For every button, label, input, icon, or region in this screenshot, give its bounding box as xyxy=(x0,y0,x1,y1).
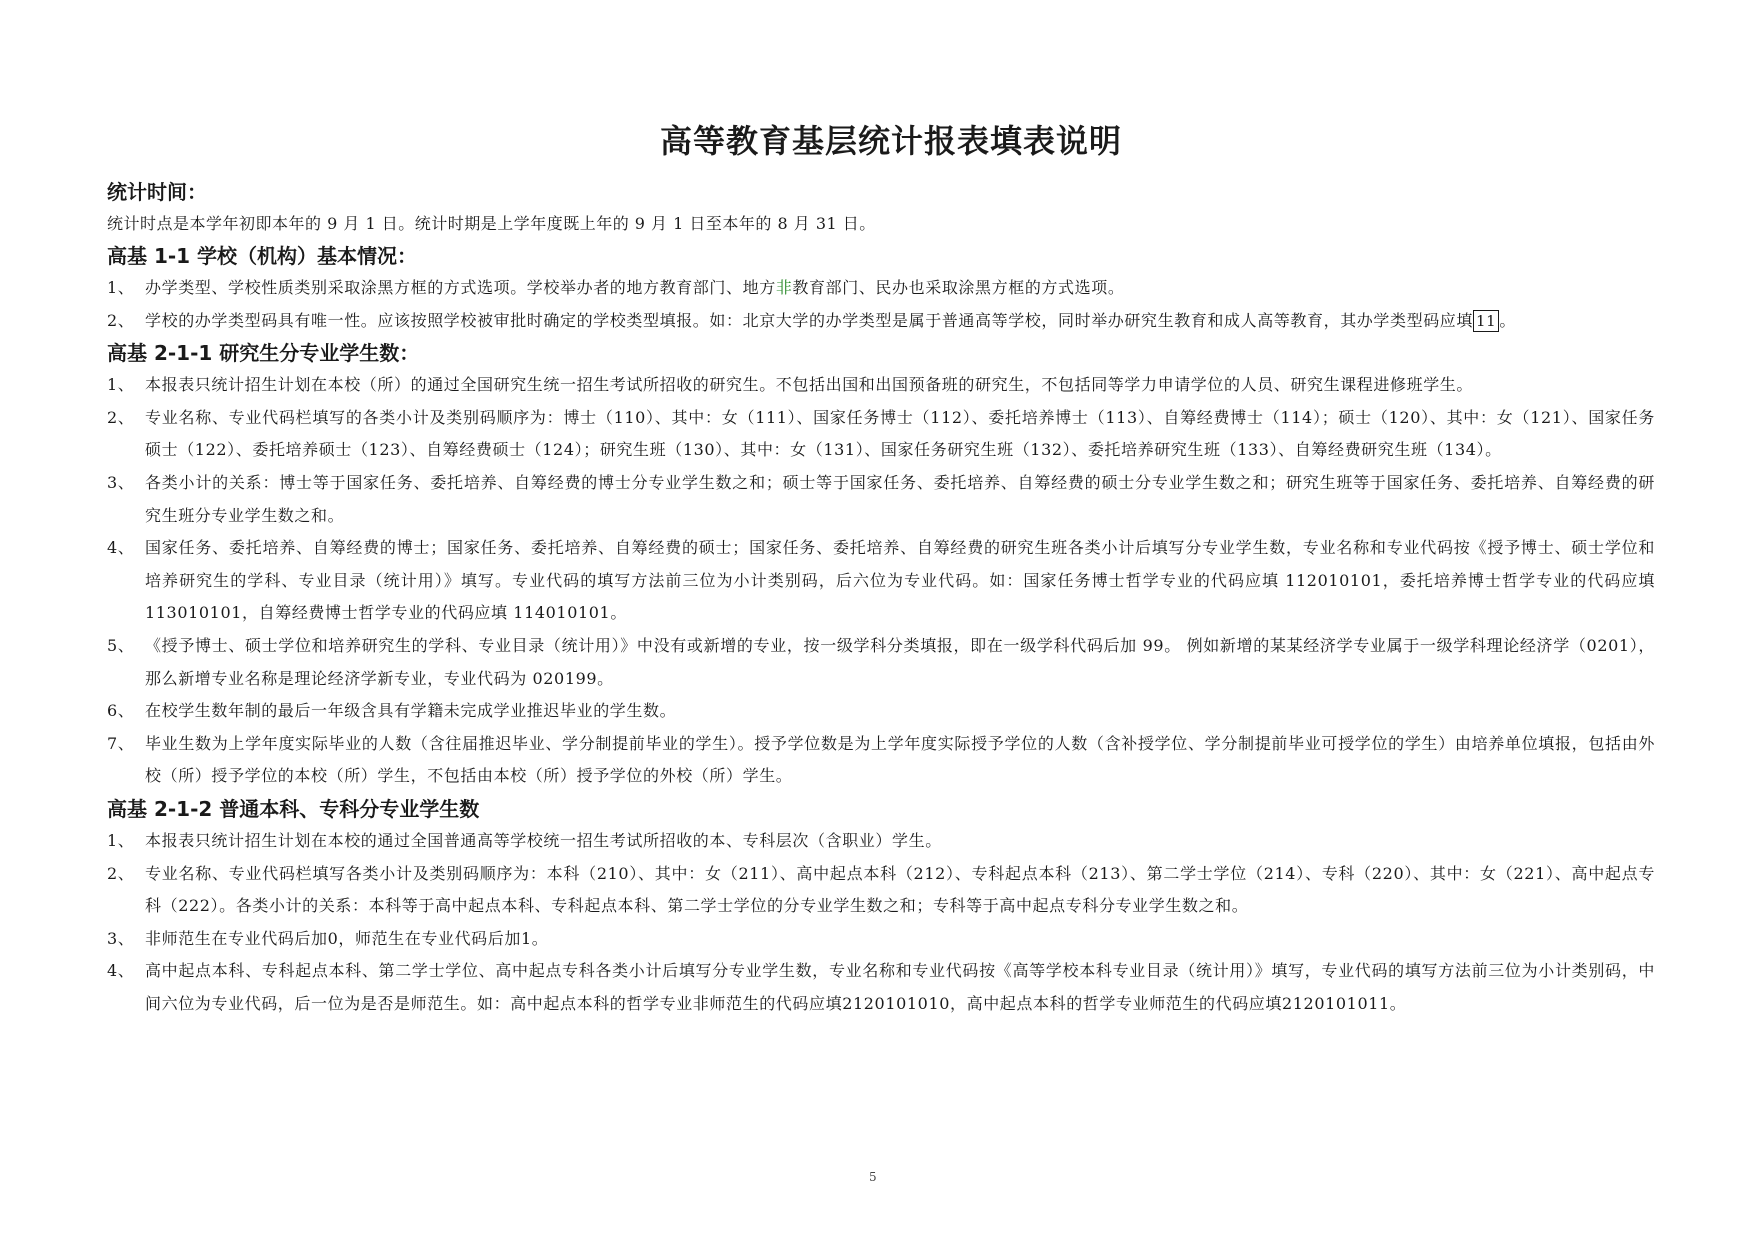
list-item xyxy=(107,402,1655,467)
item-list xyxy=(107,825,1655,1021)
section-gaoji-2-1-2 xyxy=(107,793,1655,1021)
item-number: 2、 xyxy=(107,863,135,883)
section-heading: 高基 2-1-1 研究生分专业学生数： xyxy=(107,341,420,366)
item-text: 本报表只统计招生计划在本校（所）的通过全国研究生统一招生考试所招收的研究生。不包括出国和出国预备班的研究生，不包括同等学力申请学位的人员、研究生课程进修班学生。 xyxy=(145,375,1474,395)
item-text: 非师范生在专业代码后加0，师范生在专业代码后加1。 xyxy=(145,928,549,948)
item-text: 办学类型、学校性质类别采取涂黑方框的方式选项。学校举办者的地方教育部门、地方 xyxy=(145,278,776,297)
item-text: 高中起点本科、专科起点本科、第二学士学位、高中起点专科各类小计后填写分专业学生数，专业名称和专业代码按《高等学校本科专业目录（统计用）》填写，专业代码的填写方法前三位为小计类别码，中间六位为专业代码，后一位为是否是师范生。如：高中起点本科的哲学专业非师范生的代码应填2120101010，高中起点本科的哲学专业师范生的代码应填2120101011。 xyxy=(145,961,1655,1013)
list-item xyxy=(107,305,1655,338)
item-number: 3、 xyxy=(107,928,135,948)
item-text: 《授予博士、硕士学位和培养研究生的学科、专业目录（统计用）》中没有或新增的专业，按一级学科分类填报，即在一级学科代码后加 99。 例如新增的某某经济学专业属于一级学科理论经济学（0201），那么新增专业名称是理论经济学新专业，专业代码为 020199。 xyxy=(145,635,1655,688)
list-item xyxy=(107,858,1655,923)
item-number: 3、 xyxy=(107,472,135,492)
item-number: 1、 xyxy=(107,278,135,297)
item-number: 5、 xyxy=(107,635,135,655)
document-page xyxy=(107,118,1655,1020)
section-gaoji-2-1-1 xyxy=(107,337,1655,793)
section-gaoji-1-1 xyxy=(107,240,1655,337)
item-text: 在校学生数年制的最后一年级含具有学籍未完成学业推迟毕业的学生数。 xyxy=(145,701,677,721)
highlighted-text: 非 xyxy=(775,278,793,297)
item-number: 2、 xyxy=(107,407,135,427)
list-item xyxy=(107,923,1655,956)
item-list xyxy=(107,272,1655,337)
boxed-code: 11 xyxy=(1473,310,1499,332)
item-text: 学校的办学类型码具有唯一性。应该按照学校被审批时确定的学校类型填报。如：北京大学的办学类型是属于普通高等学校，同时举办研究生教育和成人高等教育，其办学类型码应填 xyxy=(145,310,1474,330)
list-item xyxy=(107,369,1655,402)
list-item xyxy=(107,695,1655,728)
item-text: 专业名称、专业代码栏填写各类小计及类别码顺序为：本科（210）、其中：女（211）、高中起点本科（212）、专科起点本科（213）、第二学士学位（214）、专科（220）、其中：女（221）、高中起点专科（222）。各类小计的关系：本科等于高中起点本科、专科起点本科、第二学士学位的分专业学生数之和；专科等于高中起点专科分专业学生数之和。 xyxy=(145,863,1655,916)
list-item xyxy=(107,272,1655,305)
document-title: 高等教育基层统计报表填表说明 xyxy=(659,122,1122,160)
item-text: 本报表只统计招生计划在本校的通过全国普通高等学校统一招生考试所招收的本、专科层次（含职业）学生。 xyxy=(145,830,942,850)
list-item xyxy=(107,532,1655,630)
item-text: 各类小计的关系：博士等于国家任务、委托培养、自筹经费的博士分专业学生数之和；硕士等于国家任务、委托培养、自筹经费的硕士分专业学生数之和；研究生班等于国家任务、委托培养、自筹经费的研究生班分专业学生数之和。 xyxy=(145,472,1655,525)
item-number: 7、 xyxy=(107,733,135,753)
section-heading: 高基 2-1-2 普通本科、专科分专业学生数 xyxy=(107,796,480,821)
section-heading: 统计时间： xyxy=(107,180,207,204)
list-item xyxy=(107,630,1655,695)
page-number: 5 xyxy=(869,1170,877,1184)
item-number: 1、 xyxy=(107,375,135,395)
item-text: 毕业生数为上学年度实际毕业的人数（含往届推迟毕业、学分制提前毕业的学生）。授予学位数是为上学年度实际授予学位的人数（含补授学位、学分制提前毕业可授学位的学生）由培养单位填报，包括由外校（所）授予学位的本校（所）学生，不包括由本校（所）授予学位的外校（所）学生。 xyxy=(145,733,1655,786)
list-item xyxy=(107,467,1655,532)
list-item xyxy=(107,825,1655,858)
item-number: 1、 xyxy=(107,830,135,850)
item-number: 4、 xyxy=(107,961,135,981)
item-text: 专业名称、专业代码栏填写的各类小计及类别码顺序为：博士（110）、其中：女（111）、国家任务博士（112）、委托培养博士（113）、自筹经费博士（114）；硕士（120）、其中：女（121）、国家任务硕士（122）、委托培养硕士（123）、自筹经费硕士（124）；研究生班（130）、其中：女（131）、国家任务研究生班（132）、委托培养研究生班（133）、自筹经费研究生班（134）。 xyxy=(145,407,1655,460)
section-heading: 高基 1-1 学校（机构）基本情况： xyxy=(107,244,418,268)
section-paragraph: 统计时点是本学年初即本年的 9 月 1 日。统计时期是上学年度既上年的 9 月 1 日至本年的 8 月 31 日。 xyxy=(107,214,876,233)
section-statistics-time xyxy=(107,176,1655,240)
item-list xyxy=(107,369,1655,793)
list-item xyxy=(107,955,1655,1020)
item-number: 2、 xyxy=(107,310,135,330)
item-text: 国家任务、委托培养、自筹经费的博士；国家任务、委托培养、自筹经费的硕士；国家任务、委托培养、自筹经费的研究生班各类小计后填写分专业学生数，专业名称和专业代码按《授予博士、硕士学位和培养研究生的学科、专业目录（统计用）》填写。专业代码的填写方法前三位为小计类别码，后六位为专业代码。如：国家任务博士哲学专业的代码应填 112010101，委托培养博士哲学专业的代码应填 113010101，自筹经费博士哲学专业的代码应填 114010101。 xyxy=(145,538,1655,623)
item-text: 教育部门、民办也采取涂黑方框的方式选项。 xyxy=(792,278,1125,297)
item-number: 4、 xyxy=(107,538,135,558)
item-number: 6、 xyxy=(107,701,135,721)
item-text: 。 xyxy=(1499,310,1516,330)
list-item xyxy=(107,728,1655,793)
